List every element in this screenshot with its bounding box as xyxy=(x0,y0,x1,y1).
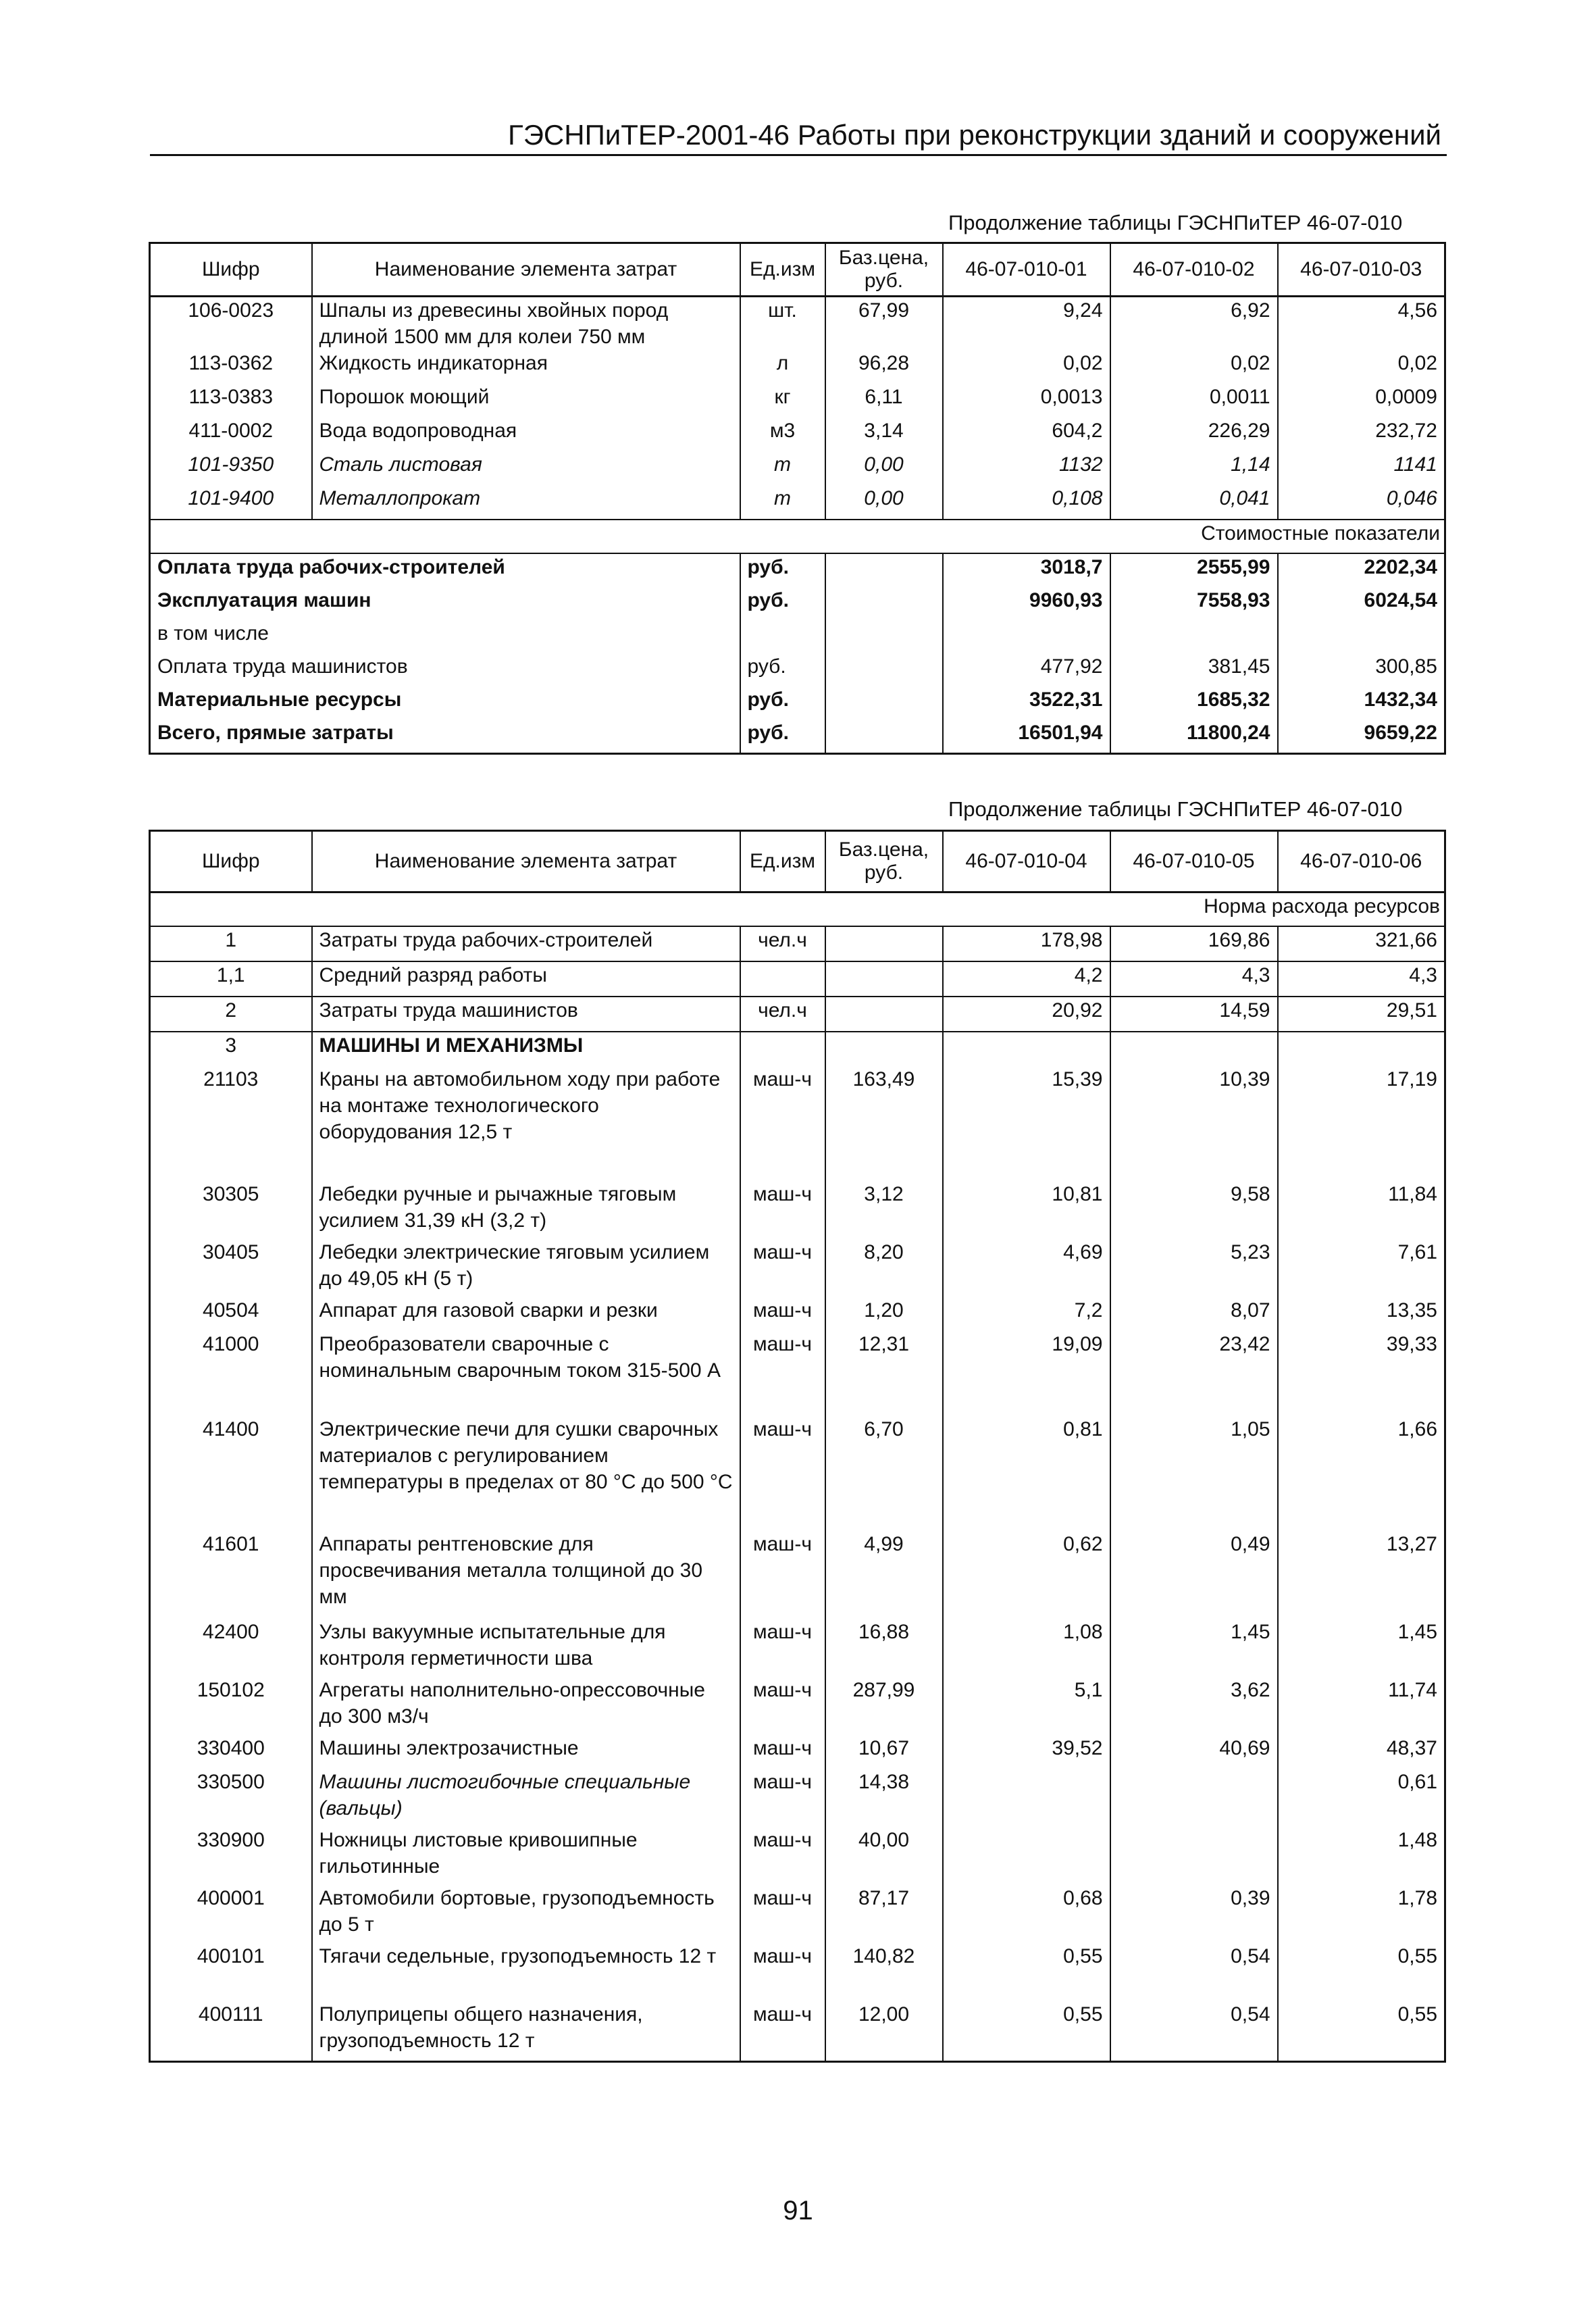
value-cell: 1,45 xyxy=(1278,1619,1445,1677)
price-cell: 14,38 xyxy=(825,1769,943,1827)
value-cell: 23,42 xyxy=(1110,1331,1278,1416)
table-row xyxy=(150,1066,1445,1181)
value-cell: 4,3 xyxy=(1110,961,1278,997)
value-cell: 9960,93 xyxy=(943,587,1110,620)
value-cell: 11800,24 xyxy=(1110,720,1278,754)
col-header: 46-07-010-03 xyxy=(1278,243,1445,297)
code-cell: 41601 xyxy=(150,1531,312,1619)
value-cell: 0,0011 xyxy=(1110,384,1278,418)
table-row xyxy=(150,297,1445,351)
price-cell xyxy=(825,1032,943,1066)
price-cell: 1,20 xyxy=(825,1297,943,1331)
value-cell: 39,52 xyxy=(943,1735,1110,1769)
code-cell: 2 xyxy=(150,997,312,1032)
value-cell: 178,98 xyxy=(943,926,1110,961)
value-cell: 477,92 xyxy=(943,653,1110,686)
labor-row xyxy=(150,926,1445,961)
price-cell: 16,88 xyxy=(825,1619,943,1677)
table1 xyxy=(149,242,1446,755)
table-row xyxy=(150,1297,1445,1331)
value-cell: 1685,32 xyxy=(1110,686,1278,720)
price-cell: 0,00 xyxy=(825,485,943,520)
table-row xyxy=(150,1239,1445,1297)
unit-cell: маш-ч xyxy=(740,1943,825,2001)
unit-cell: маш-ч xyxy=(740,1827,825,1885)
summary-name: Оплата труда рабочих-строителей xyxy=(157,556,505,578)
unit-cell: маш-ч xyxy=(740,2001,825,2062)
value-cell xyxy=(1110,620,1278,653)
table-row xyxy=(150,1885,1445,1943)
summary-name: Материальные ресурсы xyxy=(157,688,402,711)
value-cell: 8,07 xyxy=(1110,1297,1278,1331)
unit-cell: маш-ч xyxy=(740,1677,825,1735)
name-cell: Шпалы из древесины хвойных пород длиной 1500 мм для колеи 750 мм xyxy=(312,297,740,351)
table-row xyxy=(150,1943,1445,2001)
value-cell: 3,62 xyxy=(1110,1677,1278,1735)
value-cell: 2202,34 xyxy=(1278,553,1445,587)
value-cell: 0,81 xyxy=(943,1416,1110,1531)
table-row xyxy=(150,1827,1445,1885)
table-row xyxy=(150,1619,1445,1677)
value-cell: 0,02 xyxy=(1110,350,1278,384)
value-cell: 300,85 xyxy=(1278,653,1445,686)
unit-cell: л xyxy=(740,350,825,384)
price-cell xyxy=(825,686,943,720)
code-cell: 400101 xyxy=(150,1943,312,2001)
table2-header-row xyxy=(150,831,1445,892)
code-cell: 150102 xyxy=(150,1677,312,1735)
table-row xyxy=(150,1416,1445,1531)
section-band xyxy=(150,520,1445,553)
price-cell: 96,28 xyxy=(825,350,943,384)
value-cell: 15,39 xyxy=(943,1066,1110,1181)
value-cell: 9,24 xyxy=(943,297,1110,351)
value-cell: 381,45 xyxy=(1110,653,1278,686)
value-cell: 19,09 xyxy=(943,1331,1110,1416)
table2 xyxy=(149,830,1446,2063)
value-cell: 10,81 xyxy=(943,1181,1110,1239)
value-cell xyxy=(943,1769,1110,1827)
code-cell: 30305 xyxy=(150,1181,312,1239)
code-cell: 101-9400 xyxy=(150,485,312,520)
price-cell: 3,12 xyxy=(825,1181,943,1239)
col-header: 46-07-010-06 xyxy=(1278,831,1445,892)
col-header: 46-07-010-05 xyxy=(1110,831,1278,892)
value-cell: 16501,94 xyxy=(943,720,1110,754)
value-cell: 0,49 xyxy=(1110,1531,1278,1619)
name-cell: Сталь листовая xyxy=(312,451,740,485)
value-cell: 226,29 xyxy=(1110,418,1278,451)
unit-cell: маш-ч xyxy=(740,1239,825,1297)
header-title: ГЭСНПиТЕР-2001-46 Работы при реконструкции зданий и сооружений xyxy=(507,119,1441,151)
value-cell: 0,046 xyxy=(1278,485,1445,520)
value-cell xyxy=(1278,620,1445,653)
unit-cell: маш-ч xyxy=(740,1885,825,1943)
value-cell: 4,69 xyxy=(943,1239,1110,1297)
name-cell: Электрические печи для сушки сварочных материалов с регулированием температуры в пределах от 80 °С до 500 °С xyxy=(312,1416,740,1531)
price-cell xyxy=(825,587,943,620)
unit-cell: м3 xyxy=(740,418,825,451)
section-header-row xyxy=(150,1032,1445,1066)
code-cell: 106-0023 xyxy=(150,297,312,351)
unit-cell xyxy=(740,620,825,653)
price-cell: 10,67 xyxy=(825,1735,943,1769)
value-cell: 0,61 xyxy=(1278,1769,1445,1827)
value-cell: 13,35 xyxy=(1278,1297,1445,1331)
unit-cell: маш-ч xyxy=(740,1769,825,1827)
value-cell: 0,54 xyxy=(1110,2001,1278,2062)
code-cell: 1 xyxy=(150,926,312,961)
unit-cell: руб. xyxy=(740,553,825,587)
value-cell: 4,3 xyxy=(1278,961,1445,997)
name-cell: Средний разряд работы xyxy=(312,961,740,997)
name-cell: Затраты труда рабочих-строителей xyxy=(312,926,740,961)
summary-row xyxy=(150,653,1445,686)
col-header: Баз.цена, руб. xyxy=(825,831,943,892)
value-cell: 9,58 xyxy=(1110,1181,1278,1239)
value-cell xyxy=(1110,1032,1278,1066)
summary-name: Эксплуатация машин xyxy=(157,589,371,611)
name-cell: Порошок моющий xyxy=(312,384,740,418)
name-cell: Жидкость индикаторная xyxy=(312,350,740,384)
summary-name: Оплата труда машинистов xyxy=(157,655,408,678)
value-cell: 1,48 xyxy=(1278,1827,1445,1885)
table-row xyxy=(150,1677,1445,1735)
name-cell: Ножницы листовые кривошипные гильотинные xyxy=(312,1827,740,1885)
name-cell: Металлопрокат xyxy=(312,485,740,520)
col-header: 46-07-010-04 xyxy=(943,831,1110,892)
price-cell: 0,00 xyxy=(825,451,943,485)
value-cell: 0,54 xyxy=(1110,1943,1278,2001)
value-cell: 7,2 xyxy=(943,1297,1110,1331)
name-cell: Автомобили бортовые, грузоподъемность до 5 т xyxy=(312,1885,740,1943)
code-cell: 330400 xyxy=(150,1735,312,1769)
table2-caption: Продолжение таблицы ГЭСНПиТЕР 46-07-010 xyxy=(948,797,1403,821)
table-row xyxy=(150,1769,1445,1827)
value-cell: 604,2 xyxy=(943,418,1110,451)
name-cell: Лебедки электрические тяговым усилием до 49,05 кН (5 т) xyxy=(312,1239,740,1297)
price-cell xyxy=(825,620,943,653)
price-cell: 12,31 xyxy=(825,1331,943,1416)
value-cell: 17,19 xyxy=(1278,1066,1445,1181)
col-header: Шифр xyxy=(150,243,312,297)
name-cell: Тягачи седельные, грузоподъемность 12 т xyxy=(312,1943,740,2001)
unit-cell: кг xyxy=(740,384,825,418)
col-header: 46-07-010-01 xyxy=(943,243,1110,297)
unit-cell: руб. xyxy=(740,686,825,720)
price-cell: 12,00 xyxy=(825,2001,943,2062)
value-cell: 0,0009 xyxy=(1278,384,1445,418)
unit-cell xyxy=(740,961,825,997)
col-header: Баз.цена, руб. xyxy=(825,243,943,297)
col-header: Ед.изм xyxy=(740,831,825,892)
col-header: Шифр xyxy=(150,831,312,892)
value-cell: 9659,22 xyxy=(1278,720,1445,754)
name-cell: Агрегаты наполнительно-опрессовочные до 300 м3/ч xyxy=(312,1677,740,1735)
value-cell: 0,68 xyxy=(943,1885,1110,1943)
value-cell: 5,23 xyxy=(1110,1239,1278,1297)
table-row xyxy=(150,1531,1445,1619)
col-header: Ед.изм xyxy=(740,243,825,297)
table-row xyxy=(150,350,1445,384)
name-cell: Краны на автомобильном ходу при работе на монтаже технологического оборудования 12,5 т xyxy=(312,1066,740,1181)
code-cell: 41400 xyxy=(150,1416,312,1531)
value-cell: 0,55 xyxy=(943,1943,1110,2001)
value-cell: 169,86 xyxy=(1110,926,1278,961)
band-label: Норма расхода ресурсов xyxy=(150,892,1445,927)
code-cell: 1,1 xyxy=(150,961,312,997)
value-cell xyxy=(943,1827,1110,1885)
running-header xyxy=(150,119,1447,156)
value-cell xyxy=(943,620,1110,653)
value-cell xyxy=(1278,1032,1445,1066)
unit-cell: шт. xyxy=(740,297,825,351)
value-cell: 6024,54 xyxy=(1278,587,1445,620)
price-cell xyxy=(825,720,943,754)
table-row xyxy=(150,1331,1445,1416)
unit-cell: т xyxy=(740,451,825,485)
unit-cell: чел.ч xyxy=(740,997,825,1032)
value-cell: 39,33 xyxy=(1278,1331,1445,1416)
summary-row xyxy=(150,720,1445,754)
code-cell: 42400 xyxy=(150,1619,312,1677)
name-cell: Аппарат для газовой сварки и резки xyxy=(312,1297,740,1331)
value-cell: 13,27 xyxy=(1278,1531,1445,1619)
price-cell xyxy=(825,653,943,686)
value-cell: 321,66 xyxy=(1278,926,1445,961)
value-cell: 20,92 xyxy=(943,997,1110,1032)
unit-cell: маш-ч xyxy=(740,1735,825,1769)
value-cell: 3522,31 xyxy=(943,686,1110,720)
value-cell: 10,39 xyxy=(1110,1066,1278,1181)
value-cell: 0,0013 xyxy=(943,384,1110,418)
value-cell: 1141 xyxy=(1278,451,1445,485)
value-cell: 6,92 xyxy=(1110,297,1278,351)
value-cell: 1,05 xyxy=(1110,1416,1278,1531)
value-cell: 1,45 xyxy=(1110,1619,1278,1677)
code-cell: 411-0002 xyxy=(150,418,312,451)
value-cell: 1,14 xyxy=(1110,451,1278,485)
price-cell xyxy=(825,553,943,587)
price-cell: 67,99 xyxy=(825,297,943,351)
value-cell: 5,1 xyxy=(943,1677,1110,1735)
value-cell: 48,37 xyxy=(1278,1735,1445,1769)
value-cell: 1132 xyxy=(943,451,1110,485)
value-cell: 0,041 xyxy=(1110,485,1278,520)
unit-cell: маш-ч xyxy=(740,1331,825,1416)
price-cell xyxy=(825,961,943,997)
value-cell: 4,2 xyxy=(943,961,1110,997)
section-band xyxy=(150,892,1445,927)
code-cell: 101-9350 xyxy=(150,451,312,485)
summary-name: Всего, прямые затраты xyxy=(157,722,394,744)
summary-row xyxy=(150,620,1445,653)
price-cell: 87,17 xyxy=(825,1885,943,1943)
col-header: 46-07-010-02 xyxy=(1110,243,1278,297)
value-cell: 0,108 xyxy=(943,485,1110,520)
value-cell: 2555,99 xyxy=(1110,553,1278,587)
code-cell: 40504 xyxy=(150,1297,312,1331)
page-number: 91 xyxy=(783,2196,813,2225)
summary-row xyxy=(150,686,1445,720)
unit-cell: руб. xyxy=(740,587,825,620)
table-row xyxy=(150,418,1445,451)
code-cell: 330500 xyxy=(150,1769,312,1827)
price-cell: 6,11 xyxy=(825,384,943,418)
price-cell: 6,70 xyxy=(825,1416,943,1531)
code-cell: 330900 xyxy=(150,1827,312,1885)
price-cell: 287,99 xyxy=(825,1677,943,1735)
labor-row xyxy=(150,961,1445,997)
name-cell: Лебедки ручные и рычажные тяговым усилием 31,39 кН (3,2 т) xyxy=(312,1181,740,1239)
price-cell xyxy=(825,926,943,961)
code-cell: 113-0383 xyxy=(150,384,312,418)
value-cell: 0,02 xyxy=(943,350,1110,384)
labor-row xyxy=(150,997,1445,1032)
value-cell: 0,55 xyxy=(1278,1943,1445,2001)
summary-row xyxy=(150,587,1445,620)
code-cell: 3 xyxy=(150,1032,312,1066)
name-cell: Машины листогибочные специальные (вальцы) xyxy=(312,1769,740,1827)
value-cell xyxy=(943,1032,1110,1066)
price-cell xyxy=(825,997,943,1032)
unit-cell: руб. xyxy=(740,653,825,686)
table-row xyxy=(150,1735,1445,1769)
value-cell: 1432,34 xyxy=(1278,686,1445,720)
price-cell: 8,20 xyxy=(825,1239,943,1297)
col-header: Наименование элемента затрат xyxy=(312,831,740,892)
value-cell: 232,72 xyxy=(1278,418,1445,451)
name-cell: Вода водопроводная xyxy=(312,418,740,451)
value-cell: 7,61 xyxy=(1278,1239,1445,1297)
col-header: Наименование элемента затрат xyxy=(312,243,740,297)
unit-cell: маш-ч xyxy=(740,1066,825,1181)
unit-cell: маш-ч xyxy=(740,1181,825,1239)
unit-cell: чел.ч xyxy=(740,926,825,961)
unit-cell: маш-ч xyxy=(740,1619,825,1677)
value-cell: 40,69 xyxy=(1110,1735,1278,1769)
code-cell: 41000 xyxy=(150,1331,312,1416)
value-cell: 14,59 xyxy=(1110,997,1278,1032)
name-cell: Затраты труда машинистов xyxy=(312,997,740,1032)
unit-cell: т xyxy=(740,485,825,520)
value-cell: 0,55 xyxy=(943,2001,1110,2062)
section-title: МАШИНЫ И МЕХАНИЗМЫ xyxy=(312,1032,740,1066)
name-cell: Преобразователи сварочные с номинальным сварочным током 315-500 А xyxy=(312,1331,740,1416)
code-cell: 400001 xyxy=(150,1885,312,1943)
code-cell: 113-0362 xyxy=(150,350,312,384)
price-cell: 40,00 xyxy=(825,1827,943,1885)
value-cell: 0,55 xyxy=(1278,2001,1445,2062)
summary-row xyxy=(150,553,1445,587)
value-cell: 11,74 xyxy=(1278,1677,1445,1735)
code-cell: 21103 xyxy=(150,1066,312,1181)
name-cell: Полуприцепы общего назначения, грузоподъемность 12 т xyxy=(312,2001,740,2062)
price-cell: 163,49 xyxy=(825,1066,943,1181)
table-row xyxy=(150,2001,1445,2062)
name-cell: Машины электрозачистные xyxy=(312,1735,740,1769)
table1-header-row xyxy=(150,243,1445,297)
value-cell: 0,02 xyxy=(1278,350,1445,384)
value-cell: 7558,93 xyxy=(1110,587,1278,620)
unit-cell: руб. xyxy=(740,720,825,754)
table-row xyxy=(150,485,1445,520)
value-cell xyxy=(1110,1827,1278,1885)
unit-cell: маш-ч xyxy=(740,1531,825,1619)
unit-cell: маш-ч xyxy=(740,1297,825,1331)
value-cell: 4,56 xyxy=(1278,297,1445,351)
name-cell: Узлы вакуумные испытательные для контроля герметичности шва xyxy=(312,1619,740,1677)
code-cell: 30405 xyxy=(150,1239,312,1297)
unit-cell: маш-ч xyxy=(740,1416,825,1531)
summary-name: в том числе xyxy=(157,622,269,645)
band-label: Стоимостные показатели xyxy=(150,520,1445,553)
table-row xyxy=(150,451,1445,485)
value-cell: 0,39 xyxy=(1110,1885,1278,1943)
value-cell: 29,51 xyxy=(1278,997,1445,1032)
value-cell xyxy=(1110,1769,1278,1827)
table-row xyxy=(150,384,1445,418)
name-cell: Аппараты рентгеновские для просвечивания металла толщиной до 30 мм xyxy=(312,1531,740,1619)
price-cell: 140,82 xyxy=(825,1943,943,2001)
value-cell: 3018,7 xyxy=(943,553,1110,587)
value-cell: 11,84 xyxy=(1278,1181,1445,1239)
table1-caption: Продолжение таблицы ГЭСНПиТЕР 46-07-010 xyxy=(948,211,1403,234)
value-cell: 0,62 xyxy=(943,1531,1110,1619)
code-cell: 400111 xyxy=(150,2001,312,2062)
value-cell: 1,66 xyxy=(1278,1416,1445,1531)
unit-cell xyxy=(740,1032,825,1066)
value-cell: 1,08 xyxy=(943,1619,1110,1677)
table-row xyxy=(150,1181,1445,1239)
value-cell: 1,78 xyxy=(1278,1885,1445,1943)
price-cell: 4,99 xyxy=(825,1531,943,1619)
price-cell: 3,14 xyxy=(825,418,943,451)
